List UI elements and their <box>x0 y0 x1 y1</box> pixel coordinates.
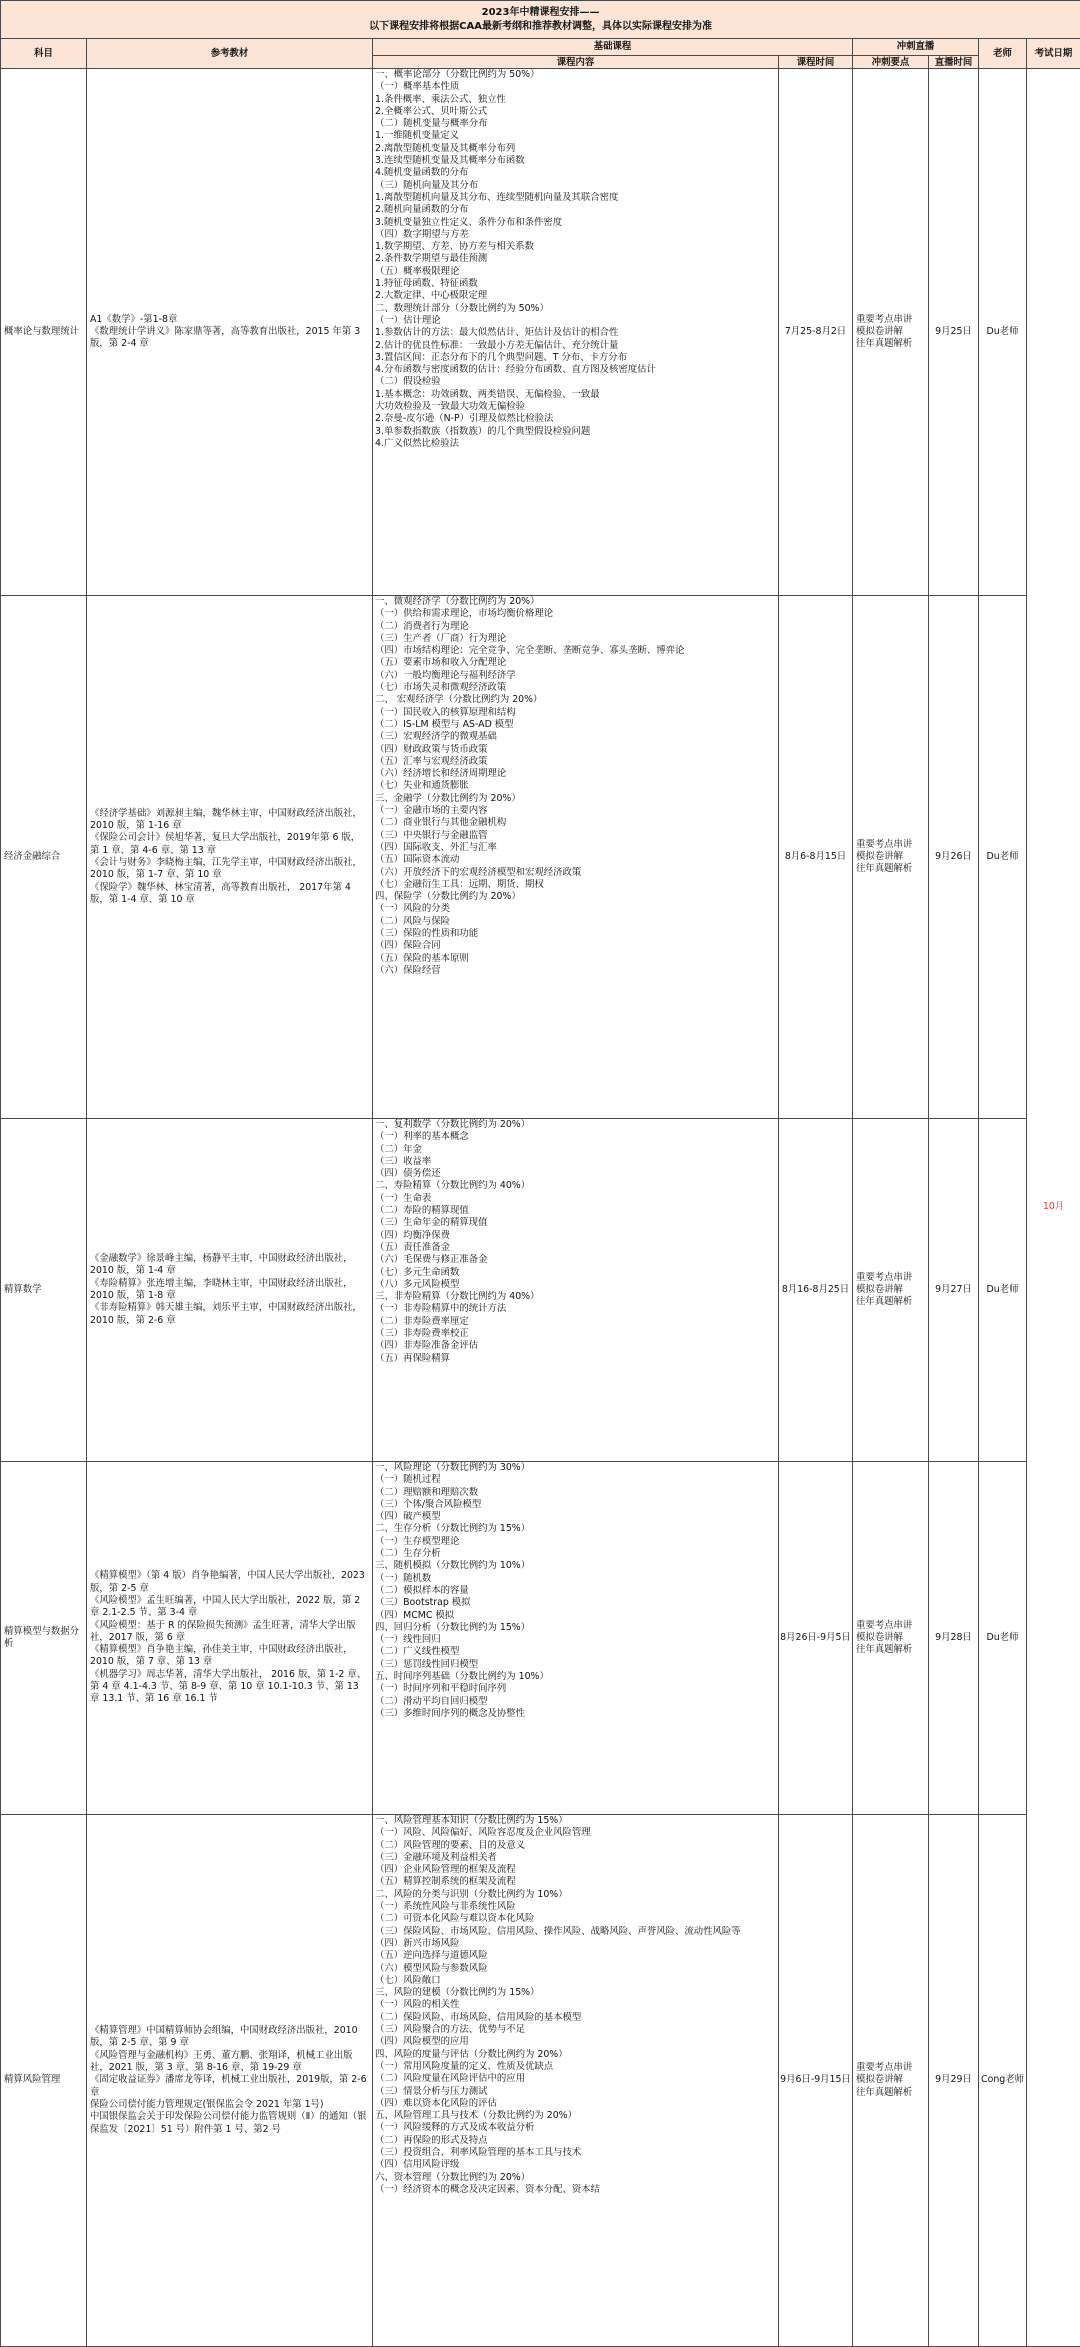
content-line: 一、概率论部分（分数比例约为 50%） <box>375 69 778 81</box>
content-line: （三）生产者（厂商）行为理论 <box>375 633 778 645</box>
sprint-focus <box>853 1815 929 2347</box>
content-line: （三）中央银行与金融监管 <box>375 830 778 842</box>
sprint-focus <box>853 1462 929 1815</box>
header-content: 课程内容 <box>373 56 779 69</box>
book-line: 《寿险精算》张连增主编，李晓林主审，中国财政经济出版社，2010 版，第 1-8 章 <box>90 1278 368 1303</box>
subject-row <box>1 69 1080 596</box>
content-line: （三）惩罚线性回归模型 <box>375 1659 778 1671</box>
content-line: （四）国际收支、外汇与汇率 <box>375 842 778 854</box>
subject-name: 经济金融综合 <box>1 596 87 1119</box>
content-line: （一）生命表 <box>375 1193 778 1205</box>
content-line: （四）非寿险准备金评估 <box>375 1340 778 1352</box>
content-line: （七）金融衍生工具：远期、期货、期权 <box>375 879 778 891</box>
reference-books <box>87 1815 373 2347</box>
teacher-name: Cong老师 <box>979 1815 1027 2347</box>
live-time: 9月27日 <box>929 1119 979 1462</box>
content-line: （一）国民收入的核算原理和结构 <box>375 707 778 719</box>
content-line: （四）保险合同 <box>375 940 778 952</box>
content-line: （八）多元风险模型 <box>375 1279 778 1291</box>
content-line: （一）风险缓释的方式及成本收益分析 <box>375 2122 778 2134</box>
content-line: 4.广义似然比检验法 <box>375 438 778 450</box>
header-sprint: 冲刺直播 <box>853 39 979 56</box>
live-time: 9月29日 <box>929 1815 979 2347</box>
content-line: （三）风险聚合的方法、优势与不足 <box>375 2024 778 2036</box>
course-content <box>373 1119 779 1462</box>
content-line: 一、复利数学（分数比例约为 20%） <box>375 1119 778 1131</box>
content-line: （四）数字期望与方差 <box>375 229 778 241</box>
content-line: 3.随机变量独立性定义、条件分布和条件密度 <box>375 217 778 229</box>
reference-books <box>87 1119 373 1462</box>
content-line: （七）风险敞口 <box>375 1975 778 1987</box>
content-line: （二）IS-LM 模型与 AS-AD 模型 <box>375 719 778 731</box>
content-line: 2.估计的优良性标准：一致最小方差无偏估计、充分统计量 <box>375 340 778 352</box>
content-line: （三）保险风险、市场风险、信用风险、操作风险、战略风险、声誉风险、流动性风险等 <box>375 1926 778 1938</box>
sprint-focus <box>853 1119 929 1462</box>
book-line: 《风险模型》孟生旺编著，中国人民大学出版社，2022 版，第 2 章 2.1-2.5 节、第 3-4 章 <box>90 1595 368 1620</box>
course-time: 8月16-8月25日 <box>779 1119 853 1462</box>
content-line: （二）风险与保险 <box>375 916 778 928</box>
content-line: （三）非寿险费率校正 <box>375 1328 778 1340</box>
content-line: 二、 宏观经济学（分数比例约为 20%） <box>375 694 778 706</box>
content-line: （一）估计理论 <box>375 315 778 327</box>
focus-line: 往年真题解析 <box>856 338 928 350</box>
subject-row <box>1 596 1080 1119</box>
live-time: 9月25日 <box>929 69 979 596</box>
content-line: （五）精算控制系统的框架及流程 <box>375 1876 778 1888</box>
content-line: （一）随机过程 <box>375 1474 778 1486</box>
teacher-name: Du老师 <box>979 69 1027 596</box>
course-time: 9月6日-9月15日 <box>779 1815 853 2347</box>
content-line: 二、生存分析（分数比例约为 15%） <box>375 1523 778 1535</box>
content-line: 1.参数估计的方法：最大似然估计、矩估计及估计的相合性 <box>375 327 778 339</box>
content-line: 三、风险的建模（分数比例约为 15%） <box>375 1987 778 1999</box>
content-line: 2.随机向量函数的分布 <box>375 204 778 216</box>
content-line: 2.大数定律、中心极限定理 <box>375 290 778 302</box>
content-line: 三、金融学（分数比例约为 20%） <box>375 793 778 805</box>
focus-line: 往年真题解析 <box>856 1296 928 1308</box>
subject-row <box>1 1815 1080 2347</box>
content-line: （三）情景分析与压力测试 <box>375 2086 778 2098</box>
content-line: （四）风险模型的应用 <box>375 2036 778 2048</box>
content-line: （一）随机数 <box>375 1573 778 1585</box>
content-line: （一）利率的基本概念 <box>375 1131 778 1143</box>
content-line: （四）债务偿还 <box>375 1168 778 1180</box>
subject-rows <box>1 69 1080 2347</box>
focus-line: 往年真题解析 <box>856 2087 928 2099</box>
focus-line: 模拟卷讲解 <box>856 1632 928 1644</box>
content-line: （三）收益率 <box>375 1156 778 1168</box>
reference-books <box>87 69 373 596</box>
book-line: 《会计与财务》李晓梅主编，江先学主审，中国财政经济出版社，2010 版，第 1-7 章、第 10 章 <box>90 857 368 882</box>
subject-row <box>1 1119 1080 1462</box>
content-line: （三）金融环境及利益相关者 <box>375 1852 778 1864</box>
book-line: 《精算模型》（第 4 版）肖争艳编著，中国人民大学出版社，2023 版，第 2-5 章 <box>90 1570 368 1595</box>
title-line-2: 以下课程安排将根据CAA最新考纲和推荐教材调整，具体以实际课程安排为准 <box>1 20 1080 34</box>
focus-line: 重要考点串讲 <box>856 1272 928 1284</box>
content-line: （二）非寿险费率厘定 <box>375 1316 778 1328</box>
book-line: 《数理统计学讲义》陈家鼎等著，高等教育出版社，2015 年第 3 版，第 2-4 章 <box>90 326 368 351</box>
content-line: （二）再保险的形式及特点 <box>375 2135 778 2147</box>
subject-name: 精算风险管理 <box>1 1815 87 2347</box>
course-content <box>373 69 779 596</box>
content-line: （四）信用风险评级 <box>375 2159 778 2171</box>
subject-name: 精算模型与数据分析 <box>1 1462 87 1815</box>
content-line: 二、风险的分类与识别（分数比例约为 10%） <box>375 1889 778 1901</box>
sprint-focus <box>853 596 929 1119</box>
book-line: 《风险模型：基于 R 的保险损失预测》孟生旺著，清华大学出版社，2017 版，第 6 章 <box>90 1620 368 1645</box>
header-live: 直播时间 <box>929 56 979 69</box>
content-line: （五）责任准备金 <box>375 1242 778 1254</box>
content-line: 1.数学期望、方差、协方差与相关系数 <box>375 241 778 253</box>
header-subject: 科目 <box>1 39 87 69</box>
content-line: 五、风险管理工具与技术（分数比例约为 20%） <box>375 2110 778 2122</box>
book-line: 《保险学》魏华林、林宝清著，高等教育出版社， 2017年第 4 版，第 1-4 章、第 10 章 <box>90 882 368 907</box>
course-time: 8月6-8月15日 <box>779 596 853 1119</box>
page-title <box>1 1 1080 39</box>
book-line: 《经济学基础》刘源昶主编，魏华林主审，中国财政经济出版社，2010 版，第 1-16 章 <box>90 808 368 833</box>
content-line: 4.分布函数与密度函数的估计：经验分布函数、直方图及核密度估计 <box>375 364 778 376</box>
reference-books <box>87 1462 373 1815</box>
book-line: 《金融数学》徐景峰主编，杨静平主审，中国财政经济出版社，2010 版，第 1-4 章 <box>90 1253 368 1278</box>
focus-line: 往年真题解析 <box>856 863 928 875</box>
content-line: （五）再保险精算 <box>375 1353 778 1365</box>
content-line: （一）生存模型理论 <box>375 1536 778 1548</box>
focus-line: 重要考点串讲 <box>856 839 928 851</box>
content-line: （二）生存分析 <box>375 1548 778 1560</box>
course-content <box>373 1815 779 2347</box>
content-line: （二）风险管理的要素、目的及意义 <box>375 1840 778 1852</box>
content-line: （三）Bootstrap 模拟 <box>375 1597 778 1609</box>
header-row <box>1 39 1080 56</box>
subject-row <box>1 1462 1080 1815</box>
content-line: （一）经济资本的概念及决定因素、资本分配、资本结 <box>375 2184 778 2196</box>
content-line: 二、寿险精算（分数比例约为 40%） <box>375 1180 778 1192</box>
content-line: （一）线性回归 <box>375 1634 778 1646</box>
content-line: （四）财政政策与货币政策 <box>375 744 778 756</box>
content-line: （三）宏观经济学的微观基础 <box>375 731 778 743</box>
content-line: （五）逆向选择与道德风险 <box>375 1950 778 1962</box>
content-line: （五）汇率与宏观经济政策 <box>375 756 778 768</box>
content-line: 四、回归分析（分数比例约为 15%） <box>375 1622 778 1634</box>
content-line: （七）市场失灵和微观经济政策 <box>375 682 778 694</box>
content-line: （三）个体/聚合风险模型 <box>375 1499 778 1511</box>
content-line: （三）生命年金的精算现值 <box>375 1217 778 1229</box>
book-line: 《固定收益证券》潘席龙等译，机械工业出版社，2019版，第 2-6 章 <box>90 2074 368 2099</box>
content-line: 四、保险学（分数比例约为 20%） <box>375 891 778 903</box>
content-line: 1.基本概念：功效函数、两类错误、无偏检验、一致最 <box>375 389 778 401</box>
content-line: （一）金融市场的主要内容 <box>375 805 778 817</box>
content-line: 五、时间序列基础（分数比例约为 10%） <box>375 1671 778 1683</box>
content-line: （二）模拟样本的容量 <box>375 1585 778 1597</box>
content-line: （二）商业银行与其他金融机构 <box>375 817 778 829</box>
content-line: （四）破产模型 <box>375 1511 778 1523</box>
content-line: （二）广义线性模型 <box>375 1646 778 1658</box>
focus-line: 模拟卷讲解 <box>856 851 928 863</box>
book-line: 《风险管理与金融机构》王勇、董方鹏、张翔译，机械工业出版社，2021 版，第 3 章、第 8-16 章、第 19-29 章 <box>90 2050 368 2075</box>
content-line: （二）寿险的精算现值 <box>375 1205 778 1217</box>
content-line: （二）随机变量与概率分布 <box>375 118 778 130</box>
content-line: 六、资本管理（分数比例约为 20%） <box>375 2172 778 2184</box>
content-line: （六）模型风险与参数风险 <box>375 1963 778 1975</box>
course-time: 7月25-8月2日 <box>779 69 853 596</box>
content-line: 2.奈曼-皮尔逊（N-P）引理及似然比检验法 <box>375 413 778 425</box>
content-line: （一）时间序列和平稳时间序列 <box>375 1683 778 1695</box>
content-line: 1.条件概率、乘法公式、独立性 <box>375 94 778 106</box>
focus-line: 模拟卷讲解 <box>856 1284 928 1296</box>
focus-line: 重要考点串讲 <box>856 1620 928 1632</box>
content-line: （一）概率基本性质 <box>375 81 778 93</box>
content-line: （三）保险的性质和功能 <box>375 928 778 940</box>
header-exam: 考试日期 <box>1027 39 1080 69</box>
course-time: 8月26日-9月5日 <box>779 1462 853 1815</box>
content-line: （四）MCMC 模拟 <box>375 1610 778 1622</box>
content-line: （二）滑动平均自回归模型 <box>375 1696 778 1708</box>
content-line: （一）供给和需求理论，市场均衡价格理论 <box>375 608 778 620</box>
content-line: （四）企业风险管理的框架及流程 <box>375 1864 778 1876</box>
content-line: （六）一般均衡理论与福利经济学 <box>375 670 778 682</box>
content-line: （六）开放经济下的宏观经济模型和宏观经济政策 <box>375 867 778 879</box>
content-line: 2.离散型随机变量及其概率分布列 <box>375 143 778 155</box>
content-line: 三、随机模拟（分数比例约为 10%） <box>375 1560 778 1572</box>
content-line: 一、风险理论（分数比例约为 30%） <box>375 1462 778 1474</box>
header-focus: 冲刺要点 <box>853 56 929 69</box>
focus-line: 重要考点串讲 <box>856 2062 928 2074</box>
content-line: （一）常用风险度量的定义、性质及优缺点 <box>375 2061 778 2073</box>
content-line: （二）理赔额和理赔次数 <box>375 1487 778 1499</box>
sprint-focus <box>853 69 929 596</box>
focus-line: 模拟卷讲解 <box>856 326 928 338</box>
content-line: 3.置信区间：正态分布下的几个典型问题、T 分布、卡方分布 <box>375 352 778 364</box>
content-line: （三）投资组合、利率风险管理的基本工具与技术 <box>375 2147 778 2159</box>
header-books: 参考教材 <box>87 39 373 69</box>
content-line: （五）保险的基本原则 <box>375 953 778 965</box>
content-line: （五）要素市场和收入分配理论 <box>375 657 778 669</box>
content-line: 1.离散型随机向量及其分布、连续型随机向量及其联合密度 <box>375 192 778 204</box>
course-content <box>373 1462 779 1815</box>
content-line: （一）风险的分类 <box>375 903 778 915</box>
book-line: 《非寿险精算》韩天雄主编，刘乐平主审，中国财政经济出版社， 2010 版，第 2-6 章 <box>90 1302 368 1327</box>
content-line: （二）消费者行为理论 <box>375 621 778 633</box>
title-line-1: 2023年中精课程安排—— <box>1 6 1080 20</box>
title-row <box>1 1 1080 39</box>
content-line: （四）市场结构理论：完全竞争、完全垄断、垄断竞争、寡头垄断、博弈论 <box>375 645 778 657</box>
book-line: 《精算模型》肖争艳主编，孙佳美主审，中国财政经济出版社，2010 版，第 7 章、第 13 章 <box>90 1644 368 1669</box>
teacher-name: Du老师 <box>979 1119 1027 1462</box>
content-line: 3.连续型随机变量及其概率分布函数 <box>375 155 778 167</box>
content-line: 大功效检验及一致最大功效无偏检验 <box>375 401 778 413</box>
teacher-name: Du老师 <box>979 596 1027 1119</box>
live-time: 9月26日 <box>929 596 979 1119</box>
content-line: 三、非寿险精算（分数比例约为 40%） <box>375 1291 778 1303</box>
book-line: 《机器学习》周志华著，清华大学出版社， 2016 版，第 1-2 章、第 4 章 4.1-4.3 节、第 8-9 章、第 10 章 10.1-10.3 节、第 13 章 13.1 节、第 16 章 16.1 节 <box>90 1669 368 1706</box>
content-line: （二）假设检验 <box>375 376 778 388</box>
content-line: （六）保险经营 <box>375 965 778 977</box>
subject-name: 精算数学 <box>1 1119 87 1462</box>
content-line: 四、风险的度量与评估（分数比例约为 20%） <box>375 2049 778 2061</box>
content-line: （二）保险风险、市场风险、信用风险的基本模型 <box>375 2012 778 2024</box>
content-line: 2.条件数学期望与最佳预测 <box>375 253 778 265</box>
content-line: （三）多维时间序列的概念及协整性 <box>375 1708 778 1720</box>
content-line: （一）非寿险精算中的统计方法 <box>375 1303 778 1315</box>
header-teacher: 老师 <box>979 39 1027 69</box>
content-line: （四）难以资本化风险的评估 <box>375 2098 778 2110</box>
content-line: （六）毛保费与修正准备金 <box>375 1254 778 1266</box>
focus-line: 往年真题解析 <box>856 1644 928 1656</box>
content-line: （二）可资本化风险与难以资本化风险 <box>375 1913 778 1925</box>
reference-books <box>87 596 373 1119</box>
content-line: （四）均衡净保费 <box>375 1230 778 1242</box>
content-line: 一、微观经济学（分数比例约为 20%） <box>375 596 778 608</box>
content-line: 1.一维随机变量定义 <box>375 130 778 142</box>
content-line: 一、风险管理基本知识（分数比例约为 15%） <box>375 1815 778 1827</box>
content-line: （五）国际资本流动 <box>375 854 778 866</box>
course-content <box>373 596 779 1119</box>
book-line: 保险公司偿付能力管理规定(银保监会令 2021 年第 1号) <box>90 2099 368 2111</box>
focus-line: 模拟卷讲解 <box>856 2074 928 2086</box>
exam-date: 10月 <box>1027 69 1080 2347</box>
content-line: 3.单参数指数族（指数族）的几个典型假设检验问题 <box>375 426 778 438</box>
content-line: 二、数理统计部分（分数比例约为 50%） <box>375 303 778 315</box>
subject-name: 概率论与数理统计 <box>1 69 87 596</box>
book-line: 中国银保监会关于印发保险公司偿付能力监管规则（Ⅱ）的通知（银保监发〔2021〕51 号）附件第 1 号、第2 号 <box>90 2111 368 2136</box>
content-line: （二）风险度量在风险评估中的应用 <box>375 2073 778 2085</box>
header-time: 课程时间 <box>779 56 853 69</box>
teacher-name: Du老师 <box>979 1462 1027 1815</box>
content-line: （七）多元生命函数 <box>375 1267 778 1279</box>
book-line: 《精算管理》中国精算师协会组编，中国财政经济出版社，2010 版，第 2-5 章、第 9 章 <box>90 2025 368 2050</box>
content-line: （一）风险、风险偏好、风险容忍度及企业风险管理 <box>375 1827 778 1839</box>
content-line: （一）风险的相关性 <box>375 1999 778 2011</box>
content-line: （五）概率极限理论 <box>375 266 778 278</box>
content-line: 4.随机变量函数的分布 <box>375 167 778 179</box>
content-line: （四）新兴市场风险 <box>375 1938 778 1950</box>
content-line: 1.特征母函数、特征函数 <box>375 278 778 290</box>
live-time: 9月28日 <box>929 1462 979 1815</box>
book-line: 《保险公司会计》侯旭华著，复旦大学出版社，2019年第 6 版，第 1 章、第 4-6 章、第 13 章 <box>90 832 368 857</box>
focus-line: 重要考点串讲 <box>856 314 928 326</box>
content-line: （七）失业和通货膨胀 <box>375 780 778 792</box>
content-line: 2.全概率公式、贝叶斯公式 <box>375 106 778 118</box>
content-line: （三）随机向量及其分布 <box>375 180 778 192</box>
content-line: （一）系统性风险与非系统性风险 <box>375 1901 778 1913</box>
header-basic: 基础课程 <box>373 39 853 56</box>
book-line: A1《数学》-第1-8章 <box>90 314 368 326</box>
content-line: （二）年金 <box>375 1144 778 1156</box>
content-line: （六）经济增长和经济周期理论 <box>375 768 778 780</box>
